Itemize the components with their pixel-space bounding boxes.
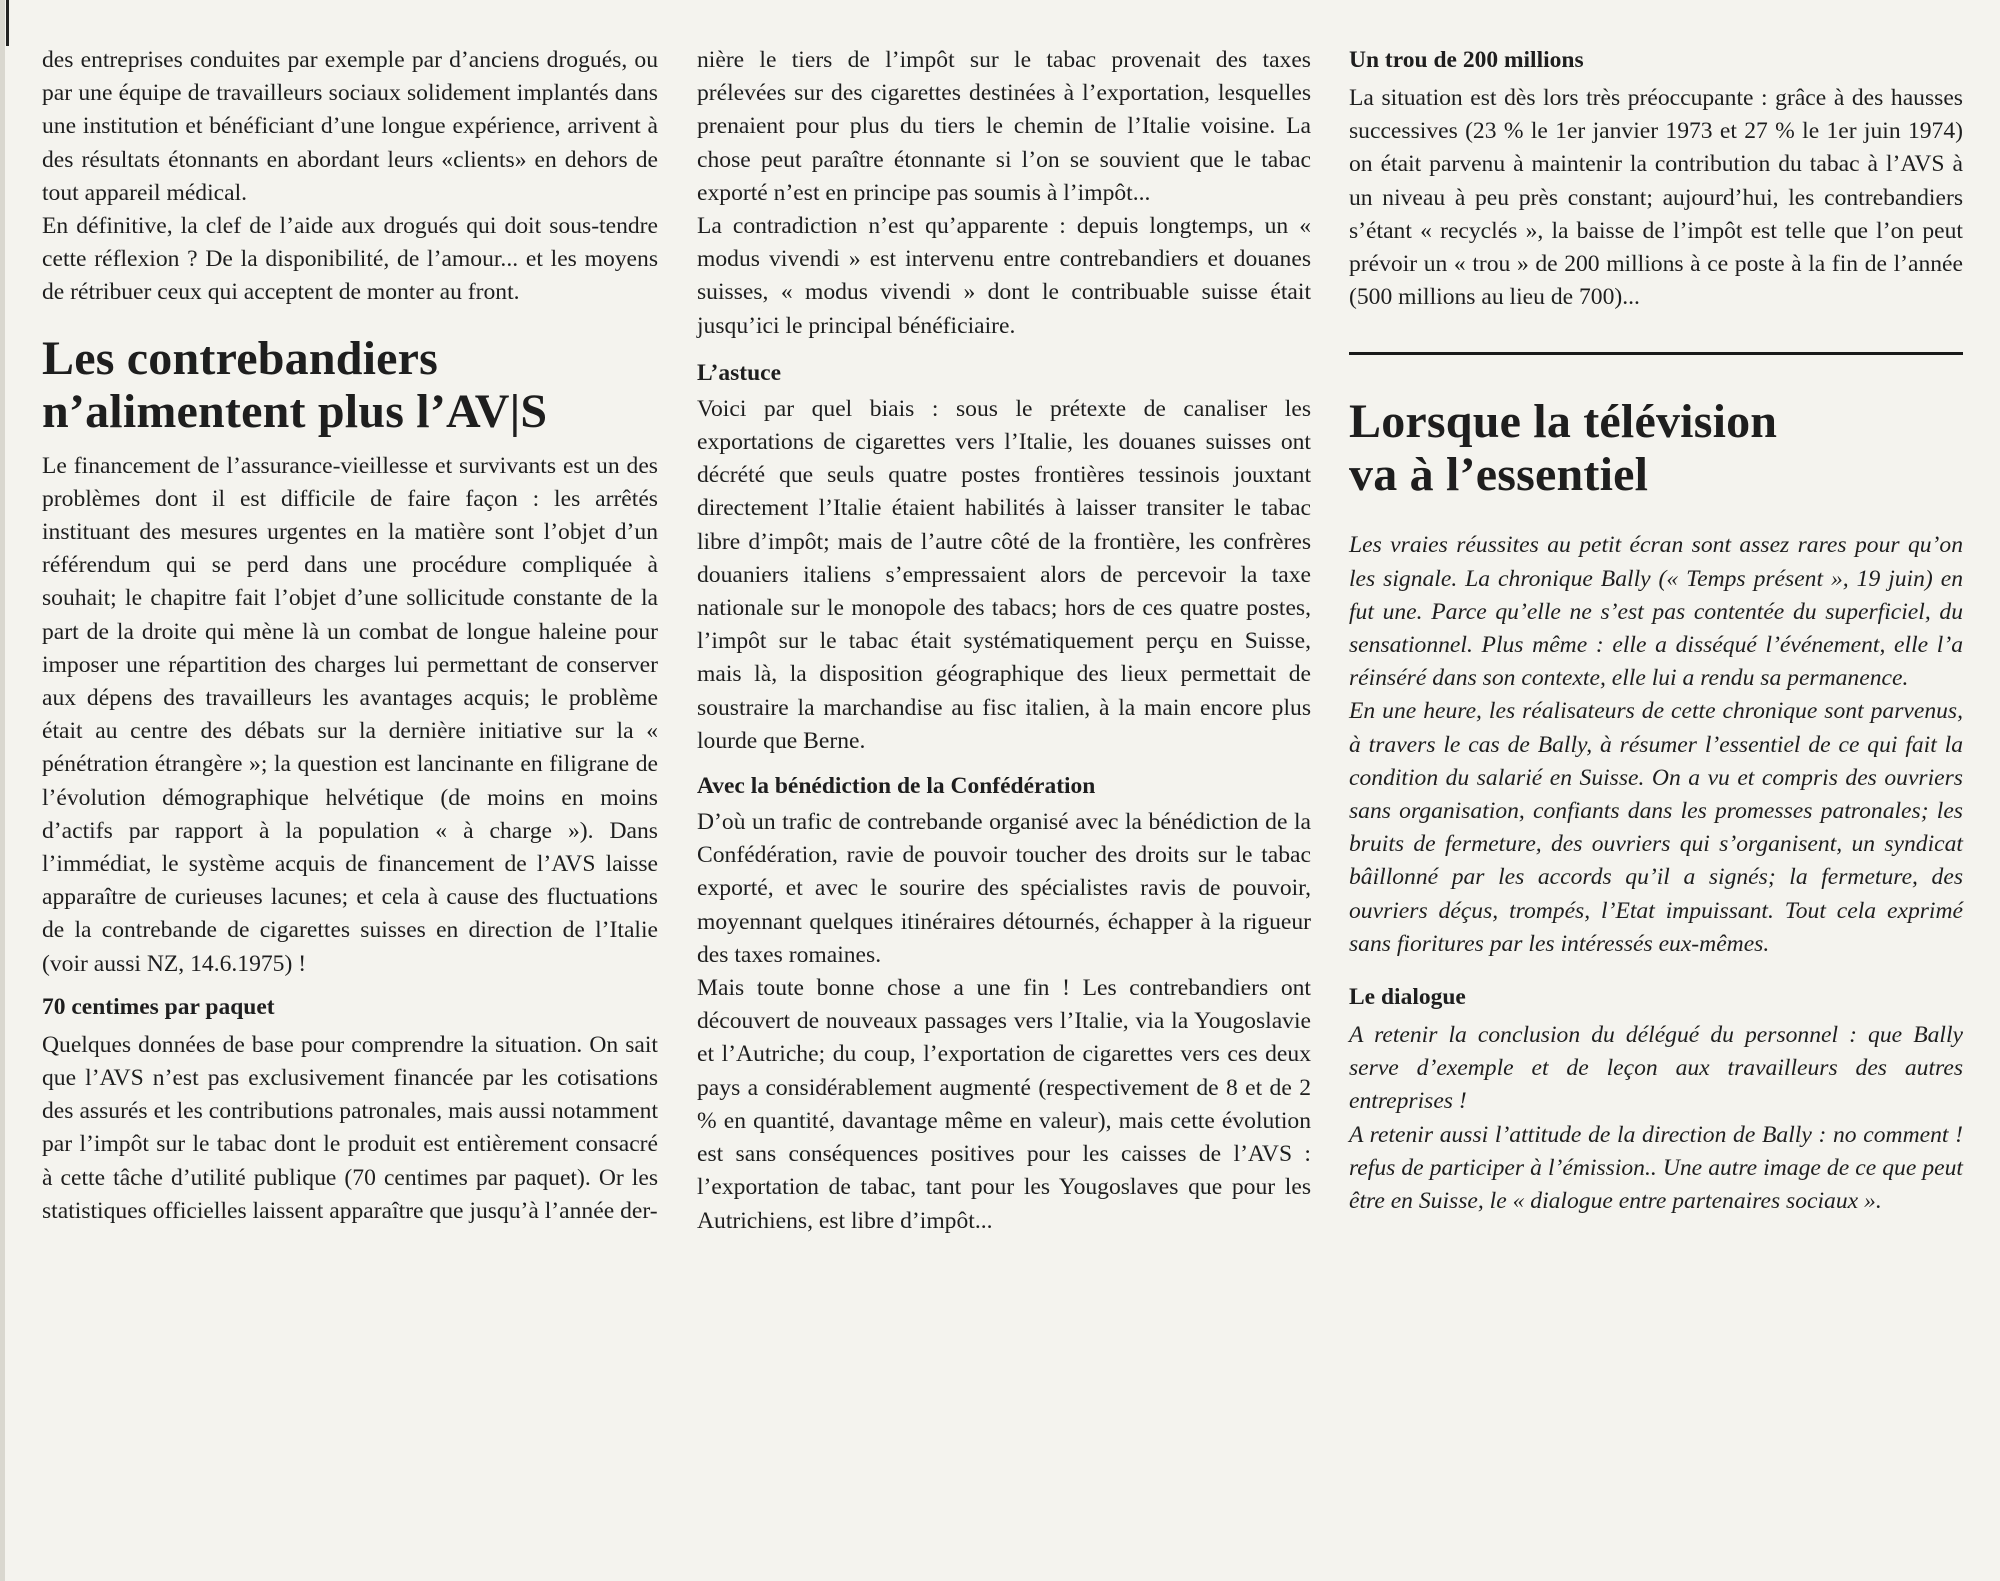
paragraph-trafic: D’où un trafic de contrebande organisé avec la bénédiction de la Confédération, ravie de pouvoir toucher des droits sur le tabac exporté, et avec le sourire des spécialistes ravis de pouvoir, moyennant quelques itinéraires détournés, échapper à la rigueur des taxes romaines. <box>697 809 1311 968</box>
paragraph-reussites: Les vraies réussites au petit écran sont assez rares pour qu’on les signale. La chronique Bally (« Temps présent », 19 juin) en fut une. Parce qu’elle ne s’est pas contentée du superficiel, du sensationnel. Plus même : elle a disséqué l’événement, elle l’a réinséré dans son contexte, elle lui a rendu sa permanence. <box>1349 532 1963 692</box>
page-edge-mark <box>6 0 9 46</box>
paragraph-biais: Voici par quel biais : sous le prétexte de canaliser les exportations de cigarettes vers l’Italie, les douanes suisses ont décrété que seuls quatre postes frontières tessinois jouxtant directement l’Italie étaient habilités à laisser transiter le tabac libre d’impôt; mais de l’autre côté de la frontière, les confrères douaniers italiens s’empressaient alors de percevoir la taxe nationale sur le monopole des tabacs; hors de ces quatre postes, l’impôt sur le tabac était systématiquement perçu en Suisse, mais là, la disposition géographique des lieux permettait de soustraire la marchandise au fisc italien, à la main encore plus lourde que Berne. <box>697 395 1311 754</box>
headline-television <box>1349 395 1963 501</box>
page-left-edge <box>0 0 5 1581</box>
headline-line-2: n’alimentent plus l’AV|S <box>42 384 548 438</box>
paragraph-conclusion: En définitive, la clef de l’aide aux drogués qui doit sous-tendre cette réflexion ? De la disponibilité, de l’amour... et les moyens de rétribuer ceux qui acceptent de monter au front. <box>42 213 658 306</box>
headline-line-1: Lorsque la télévision <box>1349 395 1778 449</box>
paragraph-contradiction: La contradiction n’est qu’apparente : depuis longtemps, un « modus vivendi » est intervenu entre contrebandiers et douanes suisses, « modus vivendi » dont le contribuable suisse était jusqu’ici le principal bénéficiaire. <box>697 213 1311 339</box>
paragraph-fin: Mais toute bonne chose a une fin ! Les contrebandiers ont découvert de nouveaux passages vers l’Italie, via la Yougoslavie et l’Autriche; du coup, l’exportation de cigarettes vers ces deux pays a considérablement augmenté (respectivement de 8 et de 2 % en quantité, davantage même en valeur), mais cette évolution est sans conséquences positives pour les caisses de l’AVS : l’exportation de tabac, tant pour les Yougoslaves que pour les Autrichiens, est libre d’impôt... <box>697 975 1311 1234</box>
paragraph-heure: En une heure, les réalisateurs de cette chronique sont parvenus, à travers le cas de Bally, à résumer l’essentiel de ce qui fait la condition du salarié en Suisse. On a vu et compris des ouvriers sans organisation, confiants dans les promesses patronales; les bruits de fermeture, des ouvriers qui s’organisent, un syndicat bâillonné par les accords qu’il a signés; la fermeture, des ouvriers déçus, trompés, l’Etat impuissant. Tout cela exprimé sans fioritures par les intéressés eux-mêmes. <box>1349 698 1963 957</box>
paragraph-tiers: nière le tiers de l’impôt sur le tabac provenait des taxes prélevées sur des cigarettes destinées à l’exportation, lesquelles prenaient pour plus du tiers le chemin de l’Italie voisine. La chose peut paraître étonnante si l’on se souvient que le tabac exporté n’est en principe pas soumis à l’impôt... <box>697 47 1311 206</box>
subheading-trou: Un trou de 200 millions <box>1349 47 1584 73</box>
subheading-dialogue: Le dialogue <box>1349 984 1466 1011</box>
subheading-astuce: L’astuce <box>697 359 781 386</box>
headline-contrebandiers <box>42 332 658 438</box>
paragraph-retenir-2: A retenir aussi l’attitude de la direction de Bally : no comment ! refus de participer à l’émission.. Une autre image de ce que peut être en Suisse, le « dialogue entre partenaires sociaux ». <box>1349 1121 1963 1215</box>
headline-line-1: Les contrebandiers <box>42 331 439 385</box>
paragraph-donnees: Quelques données de base pour comprendre la situation. On sait que l’AVS n’est pas exclusivement financée par les cotisations des assurés et les contributions patronales, mais aussi notamment par l’impôt sur le tabac dont le produit est entièrement consacré à cette tâche d’utilité publique (70 centimes par paquet). Or les statistiques officielles laissent apparaître que jusqu’à l’année der- <box>42 1031 658 1224</box>
paragraph-intro: des entreprises conduites par exemple par d’anciens drogués, ou par une équipe de travailleurs sociaux solidement implantés dans une institution et bénéficiant d’une longue expérience, arrivent à des résultats étonnants en abordant leurs «clients» en dehors de tout appareil médical. <box>42 47 658 206</box>
paragraph-financement: Le financement de l’assurance-vieillesse et survivants est un des problèmes dont il est difficile de faire façon : les arrêtés instituant des mesures urgentes en la matière sont l’objet d’un référendum qui se perd dans une procédure compliquée à souhait; le chapitre fait l’objet d’une sollicitude constante de la part de la droite qui mène là un combat de longue haleine pour imposer une répartition des charges lui permettant de conserver aux dépens des travailleurs les avantages acquis; le problème était au centre des débats sur la dernière initiative sur la « pénétration étrangère »; la question est lancinante en filigrane de l’évolution démographique helvétique (de moins en moins d’actifs par rapport à la population « à charge »). Dans l’immédiat, le système acquis de financement de l’AVS laisse apparaître de curieuses lacunes; et cela à cause des fluctuations de la contrebande de cigarettes suisses en direction de l’Italie (voir aussi NZ, 14.6.1975) ! <box>42 452 658 977</box>
column-1 <box>42 44 658 1228</box>
subheading-70-centimes: 70 centimes par paquet <box>42 993 275 1020</box>
headline-line-2: va à l’essentiel <box>1349 448 1649 502</box>
paragraph-retenir-1: A retenir la conclusion du délégué du personnel : que Bally serve d’exemple et de leçon aux travailleurs des autres entreprises ! <box>1349 1022 1963 1115</box>
subheading-benediction: Avec la bénédiction de la Confédération <box>697 773 1096 800</box>
column-2 <box>697 44 1311 1238</box>
column-3 <box>1349 44 1963 1218</box>
paragraph-situation: La situation est dès lors très préoccupante : grâce à des hausses successives (23 % le 1er janvier 1973 et 27 % le 1er juin 1974) on était parvenu à maintenir la contribution du tabac à l’AVS à un niveau à peu près constant; aujourd’hui, les contrebandiers s’étant « recyclés », la baisse de l’impôt est telle que l’on peut prévoir un « trou » de 200 millions à ce poste à la fin de l’année (500 millions au lieu de 700)... <box>1349 85 1963 311</box>
